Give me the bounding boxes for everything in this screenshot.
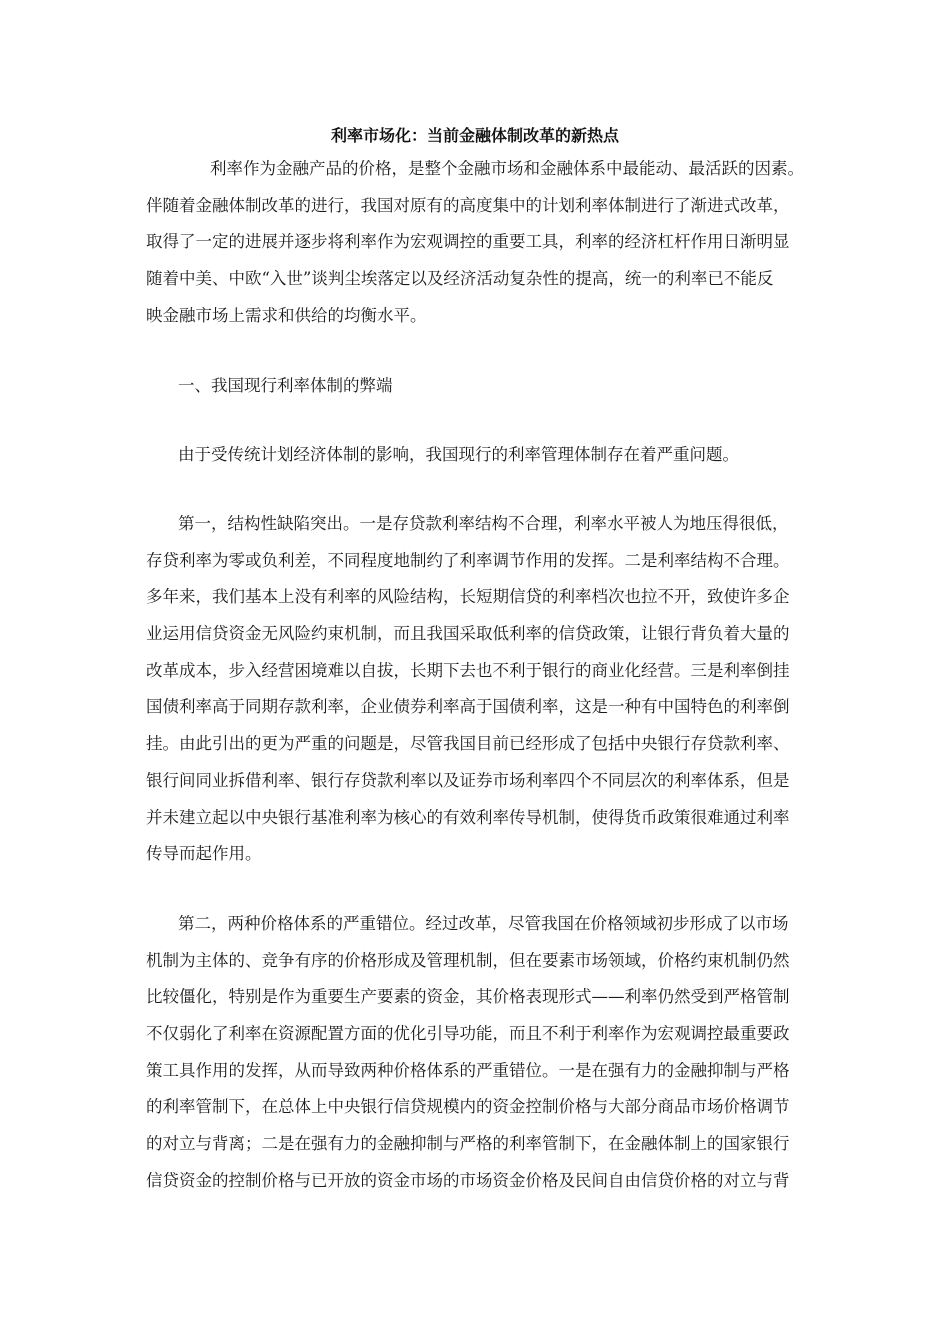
- paragraph-line: 不仅弱化了利率在资源配置方面的优化引导功能，而且不利于利率作为宏观调控最重要政: [146, 1024, 790, 1043]
- document-title: 利率市场化：当前金融体制改革的新热点: [330, 126, 619, 145]
- paragraph-line: 比较僵化，特别是作为重要生产要素的资金，其价格表现形式——利率仍然受到严格管制: [146, 987, 790, 1006]
- paragraph-line: 机制为主体的、竞争有序的价格形成及管理机制，但在要素市场领域，价格约束机制仍然: [146, 951, 790, 970]
- paragraph-line: 映金融市场上需求和供给的均衡水平。: [146, 306, 427, 325]
- paragraph-line: 由于受传统计划经济体制的影响，我国现行的利率管理体制存在着严重问题。: [178, 445, 739, 464]
- paragraph-line: 挂。由此引出的更为严重的问题是，尽管我国目前已经形成了包括中央银行存贷款利率、: [146, 734, 790, 753]
- paragraph-line: 存贷利率为零或负利差，不同程度地制约了利率调节作用的发挥。二是利率结构不合理。: [146, 551, 790, 570]
- paragraph-line: 第一，结构性缺陷突出。一是存贷款利率结构不合理，利率水平被人为地压得很低，: [178, 514, 789, 533]
- paragraph-line: 业运用信贷资金无风险约束机制，而且我国采取低利率的信贷政策，让银行背负着大量的: [146, 624, 790, 643]
- paragraph-line: 改革成本，步入经营困境难以自拔，长期下去也不利于银行的商业化经营。三是利率倒挂: [146, 661, 790, 680]
- section-heading: 一、我国现行利率体制的弊端: [178, 376, 393, 395]
- paragraph-line: 国债利率高于同期存款利率，企业债券利率高于国债利率，这是一种有中国特色的利率倒: [146, 697, 790, 716]
- paragraph-line: 伴随着金融体制改革的进行，我国对原有的高度集中的计划利率体制进行了渐进式改革，: [146, 196, 790, 215]
- paragraph-line: 的利率管制下，在总体上中央银行信贷规模内的资金控制价格与大部分商品市场价格调节: [146, 1097, 790, 1116]
- paragraph-line: 传导而起作用。: [146, 844, 262, 863]
- paragraph-line: 利率作为金融产品的价格，是整个金融市场和金融体系中最能动、最活跃的因素。: [210, 159, 804, 178]
- paragraph-line: 多年来，我们基本上没有利率的风险结构，长短期信贷的利率档次也拉不开，致使许多企: [146, 587, 790, 606]
- paragraph-line: 策工具作用的发挥，从而导致两种价格体系的严重错位。一是在强有力的金融抑制与严格: [146, 1061, 790, 1080]
- paragraph-line: 第二，两种价格体系的严重错位。经过改革，尽管我国在价格领域初步形成了以市场: [178, 914, 789, 933]
- paragraph-line: 银行间同业拆借利率、银行存贷款利率以及证券市场利率四个不同层次的利率体系，但是: [146, 771, 790, 790]
- paragraph-line: 随着中美、中欧“入世”谈判尘埃落定以及经济活动复杂性的提高，统一的利率已不能反: [146, 269, 774, 288]
- paragraph-line: 的对立与背离；二是在强有力的金融抑制与严格的利率管制下，在金融体制上的国家银行: [146, 1134, 790, 1153]
- paragraph-line: 并未建立起以中央银行基准利率为核心的有效利率传导机制，使得货币政策很难通过利率: [146, 808, 790, 827]
- paragraph-line: 取得了一定的进展并逐步将利率作为宏观调控的重要工具，利率的经济杠杆作用日渐明显: [146, 232, 790, 251]
- paragraph-line: 信贷资金的控制价格与已开放的资金市场的市场资金价格及民间自由信贷价格的对立与背: [146, 1171, 790, 1190]
